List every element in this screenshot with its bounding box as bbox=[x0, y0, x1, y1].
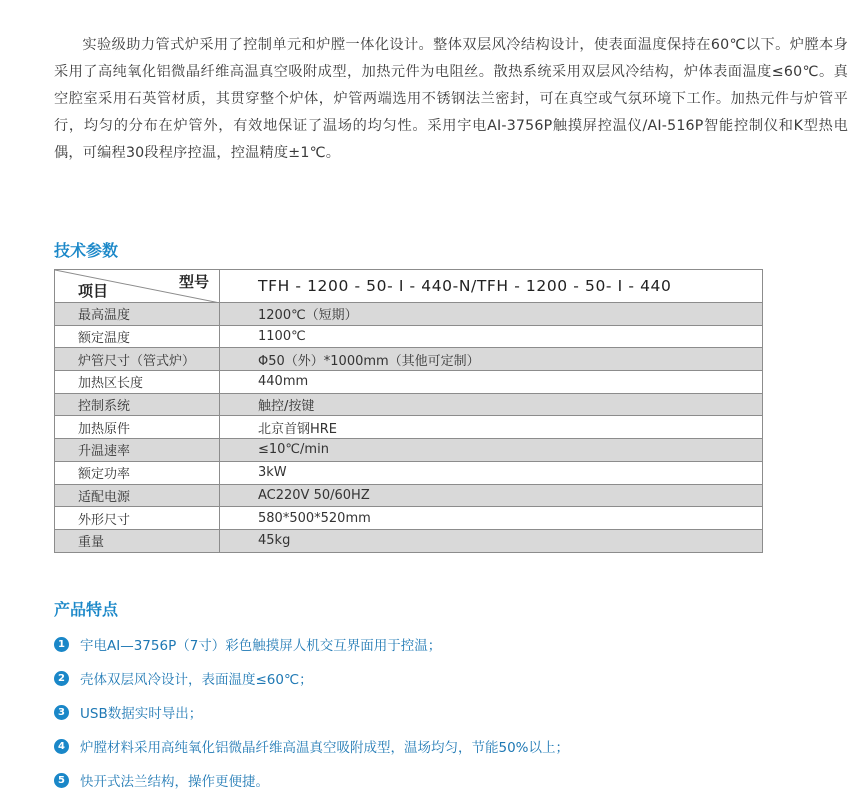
table-row bbox=[55, 461, 763, 484]
feature-text: 快开式法兰结构，操作更便捷。 bbox=[80, 774, 269, 790]
list-item bbox=[54, 627, 569, 661]
spec-label: 加热原件 bbox=[55, 416, 220, 439]
features-list bbox=[54, 627, 569, 797]
list-item bbox=[54, 661, 569, 695]
spec-value: 1100℃ bbox=[220, 325, 763, 348]
header-item-label: 项目 bbox=[78, 282, 109, 300]
specs-header-row bbox=[55, 270, 763, 303]
specs-section-title: 技术参数 bbox=[54, 241, 119, 260]
spec-label: 控制系统 bbox=[55, 393, 220, 416]
intro-paragraph: 实验级助力管式炉采用了控制单元和炉膛一体化设计。整体双层风冷结构设计，使表面温度保持在60℃以下。炉膛本身采用了高纯氧化铝微晶纤维高温真空吸附成型，加热元件为电阻丝。散热系统采用双层风冷结构，炉体表面温度≤60℃。真空腔室采用石英管材质，其贯穿整个炉体，炉管两端选用不锈钢法兰密封，可在真空或气氛环境下工作。加热元件与炉管平行，均匀的分布在炉管外，有效地保证了温场的均匀性。采用宇电AI-3756P触摸屏控温仪/AI-516P智能控制仪和K型热电偶，可编程30段程序控温，控温精度±1℃。 bbox=[54, 37, 848, 161]
spec-label: 最高温度 bbox=[55, 303, 220, 326]
feature-text: 宇电AI—3756P（7寸）彩色触摸屏人机交互界面用于控温； bbox=[80, 638, 442, 654]
spec-value: 1200℃（短期） bbox=[220, 303, 763, 326]
spec-label: 加热区长度 bbox=[55, 371, 220, 394]
header-model-label: 型号 bbox=[178, 273, 209, 291]
table-row bbox=[55, 529, 763, 552]
table-row bbox=[55, 325, 763, 348]
features-section-title: 产品特点 bbox=[54, 600, 119, 619]
feature-text: 壳体双层风冷设计，表面温度≤60℃； bbox=[80, 672, 313, 688]
spec-label: 额定温度 bbox=[55, 325, 220, 348]
spec-value: AC220V 50/60HZ bbox=[220, 484, 763, 507]
table-row bbox=[55, 393, 763, 416]
number-badge-icon: 3 bbox=[54, 705, 69, 720]
spec-label: 外形尺寸 bbox=[55, 507, 220, 530]
feature-text: 炉膛材料采用高纯氧化铝微晶纤维高温真空吸附成型，温场均匀，节能50%以上； bbox=[80, 740, 570, 756]
list-item bbox=[54, 763, 569, 797]
spec-value: 触控/按键 bbox=[220, 393, 763, 416]
spec-value: 3kW bbox=[220, 461, 763, 484]
table-row bbox=[55, 416, 763, 439]
spec-value: 580*500*520mm bbox=[220, 507, 763, 530]
spec-value: ≤10℃/min bbox=[220, 439, 763, 462]
spec-label: 炉管尺寸（管式炉） bbox=[55, 348, 220, 371]
table-row bbox=[55, 484, 763, 507]
spec-value: Φ50（外）*1000mm（其他可定制） bbox=[220, 348, 763, 371]
table-row bbox=[55, 371, 763, 394]
number-badge-icon: 4 bbox=[54, 739, 69, 754]
feature-text: USB数据实时导出； bbox=[80, 706, 203, 722]
table-row bbox=[55, 439, 763, 462]
list-item bbox=[54, 695, 569, 729]
spec-label: 升温速率 bbox=[55, 439, 220, 462]
number-badge-icon: 1 bbox=[54, 637, 69, 652]
spec-label: 额定功率 bbox=[55, 461, 220, 484]
spec-value: 北京首钢HRE bbox=[220, 416, 763, 439]
table-row bbox=[55, 303, 763, 326]
number-badge-icon: 2 bbox=[54, 671, 69, 686]
table-row bbox=[55, 348, 763, 371]
spec-label: 适配电源 bbox=[55, 484, 220, 507]
spec-label: 重量 bbox=[55, 529, 220, 552]
number-badge-icon: 5 bbox=[54, 773, 69, 788]
specs-table bbox=[54, 269, 763, 553]
diagonal-header-cell bbox=[55, 270, 220, 303]
spec-value: 45kg bbox=[220, 529, 763, 552]
list-item bbox=[54, 729, 569, 763]
model-number: TFH - 1200 - 50- Ⅰ - 440-N/TFH - 1200 - 50- Ⅰ - 440 bbox=[220, 270, 763, 303]
spec-value: 440mm bbox=[220, 371, 763, 394]
table-row bbox=[55, 507, 763, 530]
